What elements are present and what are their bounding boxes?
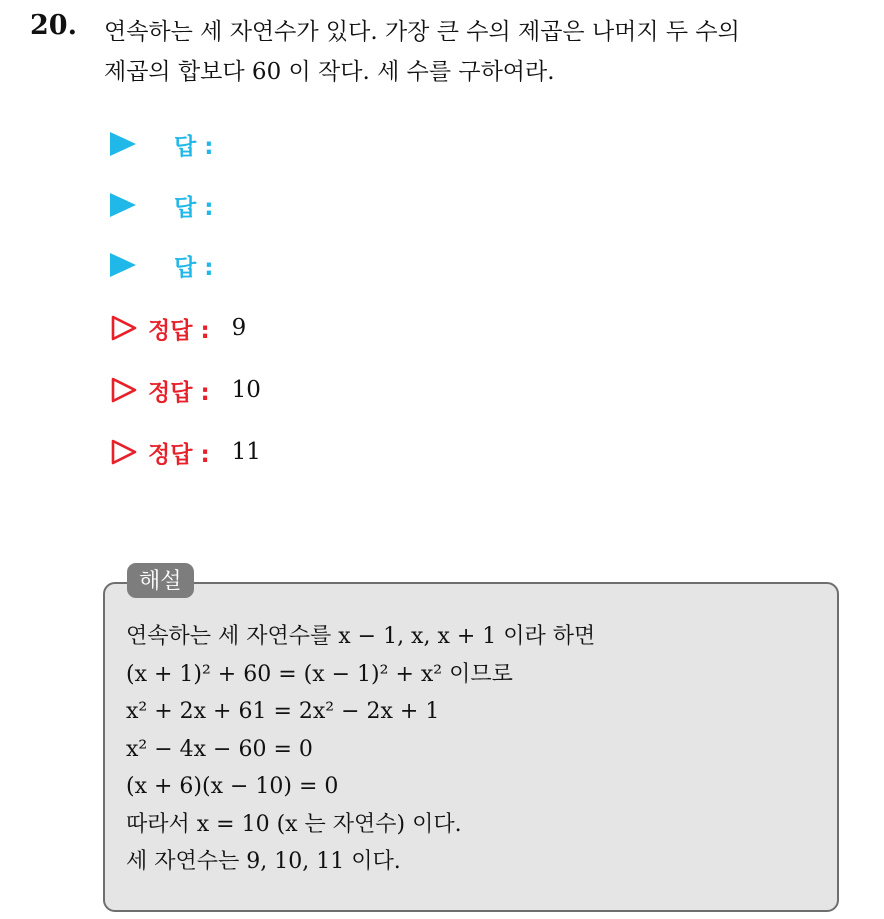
play-triangle-icon [110, 132, 136, 156]
solution-line: x² + 2x + 61 = 2x² − 2x + 1 [126, 699, 440, 724]
answer-blank-1[interactable] [110, 124, 213, 164]
answer-blank-label: 답 : [174, 133, 214, 160]
question-text [104, 12, 864, 92]
correct-answer-value: 9 [231, 315, 247, 341]
correct-answer-2 [110, 370, 261, 410]
correct-answer-value: 11 [231, 439, 261, 465]
play-triangle-icon [110, 193, 136, 217]
solution-line: 세 자연수는 9, 10, 11 이다. [126, 849, 401, 874]
problem-number: 20. [30, 10, 77, 41]
solution-tag: 해설 [127, 563, 194, 598]
solution-line: (x + 6)(x − 10) = 0 [126, 774, 339, 799]
answer-blank-label: 답 : [174, 194, 214, 221]
outline-triangle-icon [110, 438, 138, 466]
solution-line: 따라서 x = 10 (x 는 자연수) 이다. [126, 811, 462, 837]
correct-answer-label: 정답 : [148, 379, 210, 406]
question-line-2: 제곱의 합보다 60 이 작다. 세 수를 구하여라. [104, 59, 555, 85]
solution-line: (x + 1)² + 60 = (x − 1)² + x² 이므로 [126, 661, 513, 687]
correct-answer-label: 정답 : [148, 317, 210, 344]
play-triangle-icon [110, 253, 136, 277]
answer-blank-2[interactable] [110, 185, 213, 225]
solution-line: x² − 4x − 60 = 0 [126, 736, 313, 762]
outline-triangle-icon [110, 376, 138, 404]
correct-answer-3 [110, 432, 261, 472]
correct-answer-value: 10 [231, 377, 261, 403]
answer-blank-3[interactable] [110, 245, 213, 285]
solution-line: 연속하는 세 자연수를 x − 1, x, x + 1 이라 하면 [126, 624, 596, 649]
solution-body [126, 618, 826, 881]
correct-answer-1 [110, 308, 246, 348]
answer-blank-label: 답 : [174, 254, 214, 281]
outline-triangle-icon [110, 314, 138, 342]
correct-answer-label: 정답 : [148, 441, 210, 468]
question-line-1: 연속하는 세 자연수가 있다. 가장 큰 수의 제곱은 나머지 두 수의 [104, 19, 740, 45]
